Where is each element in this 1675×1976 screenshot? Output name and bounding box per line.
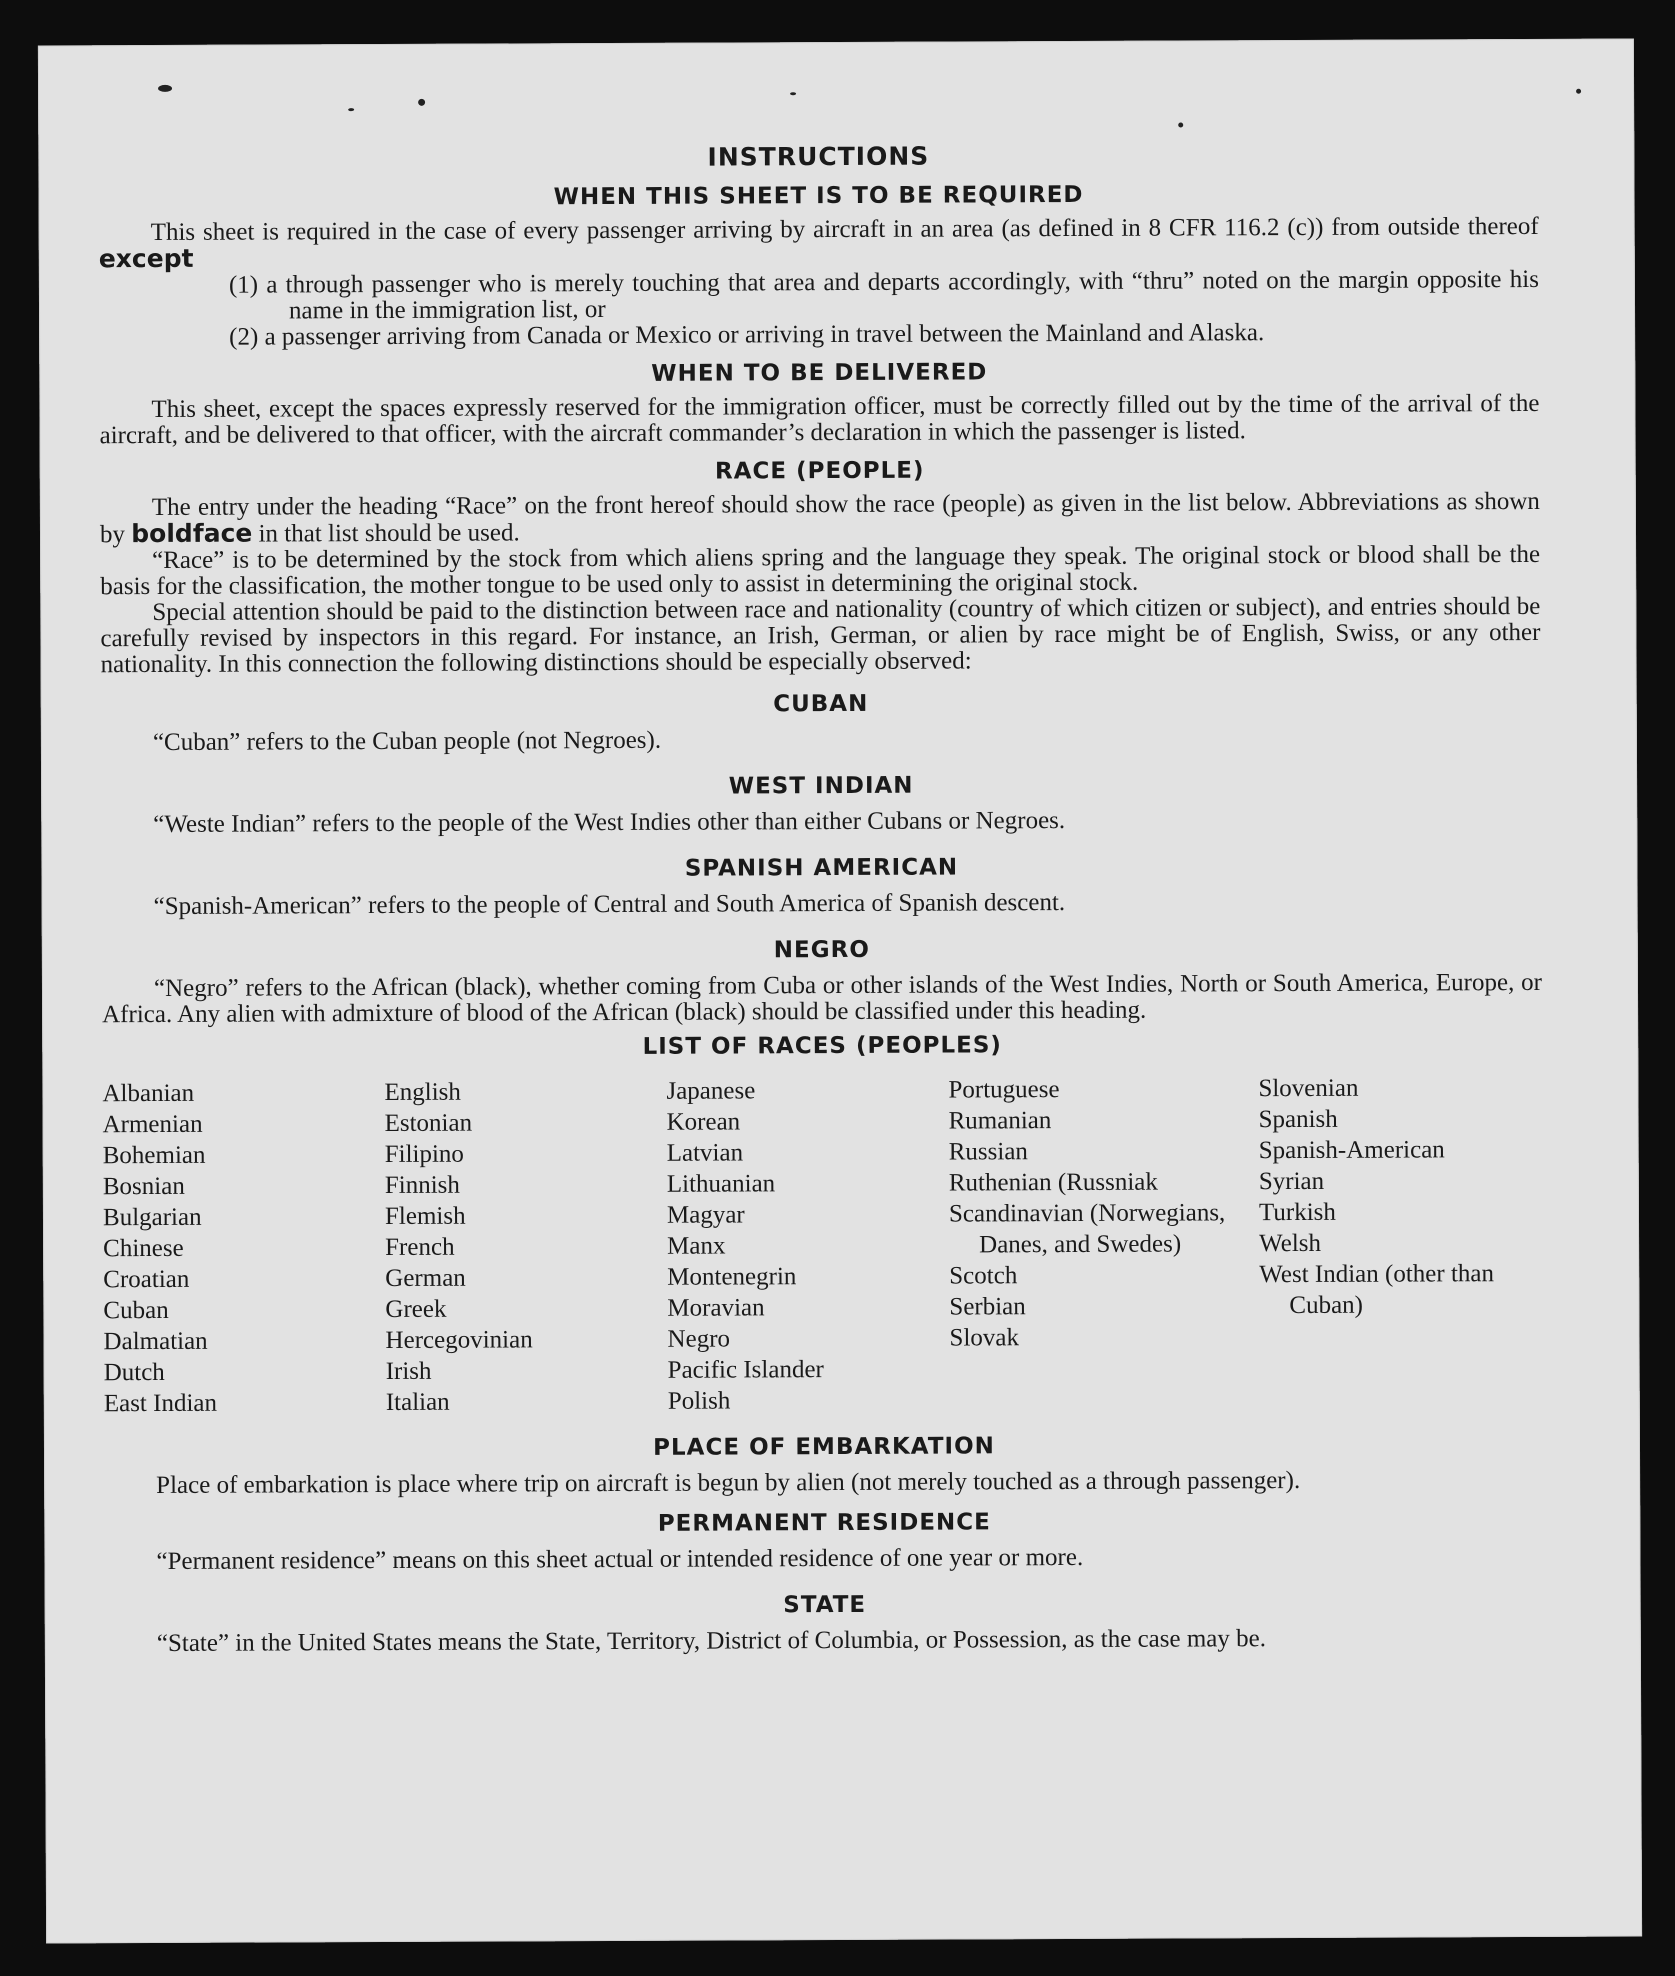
race-entry: Portuguese <box>948 1076 1060 1104</box>
race-entry: French <box>385 1233 455 1261</box>
race-entry: Pacific Islander <box>667 1356 824 1384</box>
race-entry: Rumanian <box>948 1107 1052 1135</box>
race-entry: Dalmatian <box>103 1327 208 1356</box>
race-entry: Scandinavian (Norwegians, Danes, and Swedes) <box>948 1199 1226 1259</box>
paragraph: Place of embarkation is place where trip on aircraft is begun by alien (not merely touched as a through passenger). <box>156 1466 1301 1499</box>
race-entry: Hercegovinian <box>385 1326 533 1354</box>
paragraph: This sheet, except the spaces expressly reserved for the immigration officer, must be correctly filled out by the time of the arrival of the aircraft, and be delivered to that officer, with the aircraft commander’s declaration in which the passenger is listed. <box>99 389 1540 450</box>
race-entry: Moravian <box>667 1294 765 1322</box>
race-entry: Slovak <box>949 1324 1020 1352</box>
race-entry: Armenian <box>102 1110 203 1139</box>
race-entry: Russian <box>948 1138 1028 1166</box>
race-entry: Latvian <box>666 1139 744 1167</box>
race-entry: Manx <box>667 1232 726 1260</box>
race-entry: Japanese <box>666 1077 756 1105</box>
race-entry: Syrian <box>1258 1167 1325 1196</box>
page-title: INSTRUCTIONS <box>707 141 930 172</box>
section-heading: RACE (PEOPLE) <box>714 457 925 485</box>
speck <box>1576 89 1581 94</box>
paragraph: “Race” is to be determined by the stock from which aliens spring and the language they speak. The original stock or blood shall be the basis for the classification, the mother tongue to be used only to assist in determining the original stock. <box>100 540 1541 601</box>
race-entry: Filipino <box>384 1140 464 1168</box>
race-entry: Croatian <box>103 1265 190 1294</box>
race-entry: Korean <box>666 1108 741 1136</box>
list-item: (1) a through passenger who is merely touching that area and departs accordingly, with “thru” noted on the margin opposite his name in the immigration list, or <box>228 265 1539 325</box>
text: in that list should be used. <box>258 519 520 548</box>
paragraph: “State” in the United States means the State, Territory, District of Columbia, or Possession, as the case may be. <box>156 1625 1267 1657</box>
paragraph: Special attention should be paid to the distinction between race and nationality (country of which citizen or subject), and entries should be carefully revised by inspectors in this regard. For instance, an Irish, German, or alien by race might be of English, Swiss, or any other nationality. In this connection the following distinctions should be especially observed: <box>100 592 1541 679</box>
races-list <box>102 1072 1543 1419</box>
race-entry: Ruthenian (Russniak <box>948 1168 1158 1197</box>
text: The entry under the heading “Race” on the front hereof should show the race (people) as given in the list below. Abbreviations as shown by <box>99 487 1540 549</box>
section-heading: STATE <box>783 1591 867 1619</box>
paragraph <box>100 489 1540 548</box>
race-entry: Serbian <box>949 1293 1026 1321</box>
emphasis-text: boldface <box>131 518 253 549</box>
race-entry: English <box>384 1078 461 1106</box>
race-entry: Bosnian <box>102 1172 185 1201</box>
race-entry: Spanish <box>1258 1105 1338 1134</box>
race-entry: Welsh <box>1259 1229 1322 1258</box>
race-entry: Italian <box>385 1388 450 1416</box>
emphasis-text: except <box>98 243 194 274</box>
races-column <box>384 1076 667 1418</box>
section-heading: SPANISH AMERICAN <box>684 854 959 882</box>
paragraph: “Cuban” refers to the Cuban people (not Negroes). <box>152 726 662 756</box>
race-entry: Chinese <box>103 1234 184 1263</box>
race-entry: Spanish-American <box>1258 1136 1445 1165</box>
paragraph: “Negro” refers to the African (black), whether coming from Cuba or other islands of the West Indies, North or South America, Europe, or Africa. Any alien with admixture of blood of the African (black) should be classified under this heading. <box>102 968 1543 1029</box>
races-column <box>666 1075 949 1417</box>
section-heading: PLACE OF EMBARKATION <box>653 1433 995 1461</box>
race-entry: Albanian <box>102 1079 195 1108</box>
race-entry: Finnish <box>384 1171 460 1199</box>
race-entry: Bulgarian <box>102 1203 202 1232</box>
race-entry: Cuban <box>103 1296 169 1325</box>
races-column <box>948 1073 1259 1415</box>
race-entry: Irish <box>385 1357 432 1385</box>
section-heading: PERMANENT RESIDENCE <box>657 1509 991 1537</box>
race-entry: Turkish <box>1258 1198 1336 1227</box>
text: This sheet is required in the case of every passenger arriving by aircraft in an area (as defined in 8 CFR 116.2 (c)) from outside thereof <box>150 212 1539 247</box>
race-entry: Lithuanian <box>666 1170 776 1198</box>
paragraph: “Spanish-American” refers to the people of Central and South America of Spanish descent. <box>153 889 1066 920</box>
paragraph: “Weste Indian” refers to the people of the West Indies other than either Cubans or Negroes. <box>153 807 1066 838</box>
races-column <box>102 1077 385 1419</box>
speck <box>790 92 796 95</box>
race-entry: Dutch <box>103 1358 165 1387</box>
section-heading: NEGRO <box>773 936 870 964</box>
paragraph <box>99 214 1539 273</box>
speck <box>348 108 354 111</box>
speck <box>1178 122 1183 127</box>
section-heading: WEST INDIAN <box>728 772 914 800</box>
race-entry: West Indian (other than Cuban) <box>1259 1260 1495 1320</box>
race-entry: Greek <box>385 1295 447 1323</box>
race-entry: Scotch <box>949 1262 1018 1290</box>
paragraph: “Permanent residence” means on this sheet actual or intended residence of one year or more. <box>156 1543 1084 1575</box>
section-heading: CUBAN <box>773 690 869 718</box>
section-heading: WHEN TO BE DELIVERED <box>651 359 988 387</box>
list-item: (2) a passenger arriving from Canada or Mexico or arriving in travel between the Mainland and Alaska. <box>229 319 1265 351</box>
race-entry: German <box>385 1264 466 1292</box>
race-entry: Bohemian <box>102 1141 206 1170</box>
race-entry: Slovenian <box>1258 1074 1359 1103</box>
race-entry: Flemish <box>384 1202 466 1230</box>
section-heading: WHEN THIS SHEET IS TO BE REQUIRED <box>553 181 1084 211</box>
race-entry: Montenegrin <box>667 1263 797 1291</box>
race-entry: Magyar <box>666 1201 745 1229</box>
race-entry: Negro <box>667 1325 731 1353</box>
race-entry: East Indian <box>103 1389 218 1418</box>
instructions-content <box>98 139 1545 1657</box>
race-entry: Estonian <box>384 1109 473 1137</box>
race-entry: Polish <box>667 1387 731 1415</box>
speck <box>158 85 172 92</box>
document-sheet <box>38 39 1642 1944</box>
speck <box>418 99 425 106</box>
races-column <box>1258 1072 1519 1414</box>
section-heading: LIST OF RACES (PEOPLES) <box>642 1032 1002 1060</box>
